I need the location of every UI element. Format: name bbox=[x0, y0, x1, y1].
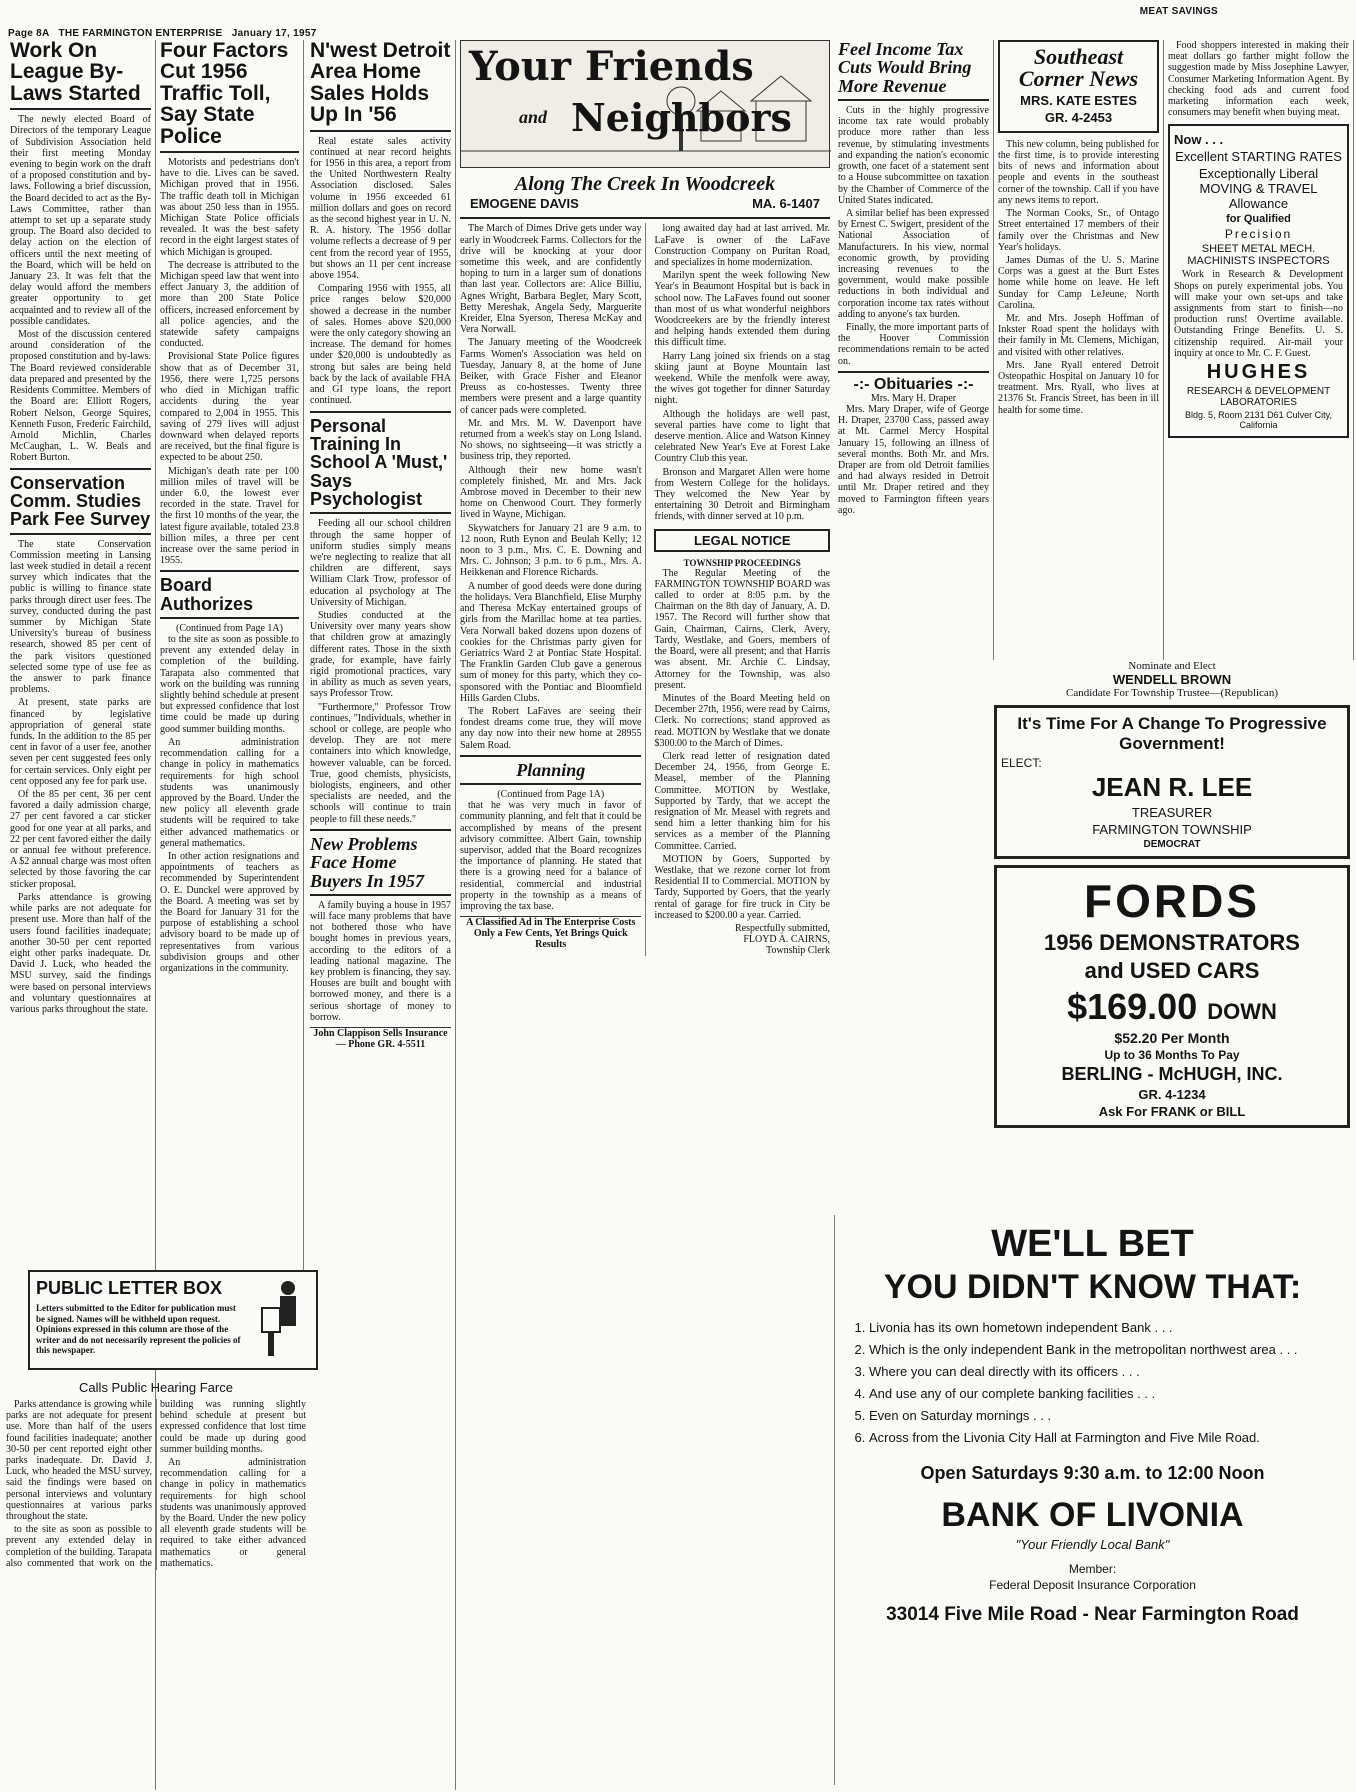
bank-hours: Open Saturdays 9:30 a.m. to 12:00 Noon bbox=[920, 1463, 1265, 1483]
article-text: In other action resignations and appointments of teachers as recommended by Superintendent O. E. Dunckel were approved by the Board. A meeting was set by the Board for January 31 for the purpose of establishing a school advisory board to be made up of representatives from various subdivision groups and other organizations in the community. bbox=[160, 850, 299, 974]
divider bbox=[838, 99, 989, 101]
article-text: Mrs. Jane Ryall entered Detroit Osteopathic Hospital on January 10 for treatment. Mrs. Ryall, who lives at 21376 St. Francis Street, has been in ill health for some time. bbox=[998, 359, 1159, 416]
headline-obituaries: -:- Obituaries -:- bbox=[853, 375, 974, 393]
article-text: Of the 85 per cent, 36 per cent favored a daily admission charge, 27 per cent favored a car sticker good for one year at all parks, and 22 per cent favored either the daily or annual fee without preference. A $2 annual charge was most often selected by those favoring the car sticker proposal. bbox=[10, 789, 151, 890]
divider bbox=[310, 829, 451, 831]
article-text: The newly elected Board of Directors of the temporary League of Subdivision Association held their first meeting Monday evening to begin work on the draft of a proposed constitution and by-laws. Following a brief discussion, the Board decided to act as the By-Laws Committee, rather than attempt to set up a separate study group. The Board also decided to delay action on the election of officers until the next meeting of the Board, which will be held on January 23. It was felt that the delay would afford the members greater opportunity to get acquainted and to review all of the possible candidates. bbox=[10, 114, 151, 327]
continued-note: (Continued from Page 1A) bbox=[497, 789, 605, 801]
fords-price: $169.00 bbox=[1067, 986, 1198, 1027]
article-text: long awaited day had at last arrived. Mr. LaFave is owner of the LaFave Construction Company on Puritan Road, and specializes in home modernization. bbox=[654, 223, 830, 268]
bank-list bbox=[845, 1317, 1340, 1449]
article-text: James Dumas of the U. S. Marine Corps was a guest at the Burt Estes home while home on leave. He left Sunday for Camp LeJeune, North Carolina. bbox=[998, 254, 1159, 311]
divider bbox=[310, 894, 451, 896]
bank-list-item: 5. Even on Saturday mornings . . . bbox=[869, 1405, 1340, 1427]
divider bbox=[160, 617, 299, 619]
article-text: to the site as soon as possible to prevent any extended delay in completion of the building. Tarapata also commented that work on the building was running slightly behind schedule at present but expressed confidence that lost time could be made up during good summer building months. bbox=[160, 634, 299, 735]
headline-board-authorizes: Board Authorizes bbox=[160, 575, 254, 614]
headline-planning: Planning bbox=[516, 759, 586, 780]
phone: MA. 6-1407 bbox=[752, 196, 820, 212]
hughes-address: Bldg. 5, Room 2131 D61 Culver City, California bbox=[1185, 410, 1332, 431]
friends-neighbors-masthead bbox=[460, 40, 830, 168]
article-text: Feeding all our school children through the same hopper of uniform studies simply means we're neglecting to realize that all children are different, says William Clark Trow, professor of education al psychology at The University of Michigan. bbox=[310, 518, 451, 608]
bank-headline-2: YOU DIDN'T KNOW THAT: bbox=[883, 1268, 1302, 1306]
divider bbox=[460, 755, 641, 757]
bank-list-item: 1. Livonia has its own hometown independent Bank . . . bbox=[869, 1317, 1340, 1339]
dealer-phone: GR. 4-1234 bbox=[1138, 1087, 1206, 1102]
article-text: The Norman Cooks, Sr., of Ontago Street entertained 17 members of their family over the Christmas and New Year's holidays. bbox=[998, 208, 1159, 253]
ad-line: FARMINGTON TOWNSHIP bbox=[1092, 822, 1252, 837]
ad-line: 1956 DEMONSTRATORS bbox=[1044, 930, 1300, 955]
nominate-name: WENDELL BROWN bbox=[1112, 672, 1232, 687]
ad-text: Work in Research & Development Shops on purely experimental jobs. You will make your own set-ups and take assignments from start to finish—no production runs! Overtime available. Outstanding Fringe Benefits. U. S. citizenship required. Air-mail your inquiry at once to Mr. C. F. Guest. bbox=[1174, 269, 1343, 359]
article-text: Parks attendance is growing while parks are not adequate for present use. More than half of the users found facilities inadequate; another 30-50 per cent reported eight other parks inadequate. Dr. David J. Luck, who headed the MSU survey, said the findings were based on personal interviews and voluntary questionnaires at various parks throughout the state. bbox=[6, 1399, 152, 1523]
ad-line: Exceptionally Liberal MOVING & TRAVEL Allowance bbox=[1198, 166, 1319, 212]
article-text: An administration recommendation calling for a change in policy in mathematics requirements for high school students was unanimously approved by the Board. Under the new policy all eleventh grade students will be required to take either advanced mathematics or general mathematics. bbox=[160, 1457, 306, 1569]
article-text: At present, state parks are financed by legislative appropriation of general state funds. In the addition to the 85 per cent in favor of a user fee, another seven per cent suggested fees only for certain services. Only eight per cent opposed any fee for park use. bbox=[10, 697, 151, 787]
phone: GR. 4-2453 bbox=[1044, 109, 1113, 125]
fords-title: FORDS bbox=[1084, 875, 1260, 927]
article-text: A family buying a house in 1957 will face many problems that have not bothered those who have bought homes in previous years, according to the editors of a leading national magazine. The key problem is financing, they say. Houses are built and bought with borrowed money, and there is a serious shortage of money to borrow. bbox=[310, 899, 451, 1023]
legal-text: Clerk read letter of resignation dated December 24, 1956, from George E. Measel, member of the Planning Committee. MOTION by Westlake, Supported by Tardy, that we accept the resignation of Mr. Measel with regrets and send him a letter thanking him for his services as a member of the Planning Committee. Carried. bbox=[654, 750, 830, 852]
divider bbox=[10, 533, 151, 535]
obit-name: Mrs. Mary H. Draper bbox=[870, 393, 957, 405]
obit-text: Mrs. Mary Draper, wife of George H. Draper, 23700 Cass, passed away at Mt. Carmel Mercy Hospital January 15, following an illness of several months. Both Mr. and Mrs. Draper are from old Detroit families and had always resided in Detroit until Mr. Draper retired and they moved to Farmington fifteen years ago. bbox=[838, 404, 989, 516]
dealer-name: BERLING - McHUGH, INC. bbox=[1061, 1064, 1283, 1084]
byline: MRS. KATE ESTES bbox=[1020, 92, 1137, 108]
bank-member: Member: bbox=[1068, 1562, 1117, 1576]
divider bbox=[838, 371, 989, 373]
headline-woodcreek: Along The Creek In Woodcreek bbox=[514, 173, 776, 195]
article-text: Cuts in the highly progressive income tax rate would probably produce more rather than less revenue, by stimulating investments and expanding the nation's economic growth, one facet of a statement sent to a House subcommittee on taxation by the Chamber of Commerce of the United States indicated. bbox=[838, 105, 989, 206]
letter-box-title: PUBLIC LETTER BOX bbox=[36, 1278, 223, 1298]
ad-line: TREASURER bbox=[1131, 805, 1213, 820]
divider bbox=[10, 108, 151, 110]
ad-line: ELECT: bbox=[1001, 756, 1042, 770]
issue-date: January 17, 1957 bbox=[231, 28, 317, 39]
article-text: Harry Lang joined six friends on a stag skiing jaunt at Boyne Mountain last weekend. While the menfolk were away, the wives got together for dinner Saturday night. bbox=[654, 350, 830, 407]
masthead-title-2: Neighbors bbox=[571, 95, 792, 140]
bank-name: BANK OF LIVONIA bbox=[941, 1496, 1244, 1534]
ad-line: It's Time For A Change To Progressive Government! bbox=[1017, 714, 1327, 753]
nominate-block bbox=[994, 660, 1350, 699]
ad-line: Excellent STARTING RATES bbox=[1175, 149, 1342, 165]
hughes-sub: RESEARCH & DEVELOPMENT LABORATORIES bbox=[1186, 386, 1331, 409]
legal-text: Minutes of the Board Meeting held on December 27th, 1956, were read by Cairns, Clerk. No corrections; stand approved as read. MOTION by Westlake that we donate $300.00 to the March of Dimes. bbox=[654, 692, 830, 749]
article-text: Parks attendance is growing while parks are not adequate for present use. More than half of the users found facilities inadequate; another 30-50 per cent reported eight other parks inadequate. Dr. David J. Luck, who headed the MSU survey, said the findings were based on personal interviews and voluntary questionnaires at various parks throughout the state. bbox=[10, 891, 151, 1015]
page-number: Page 8A bbox=[8, 28, 50, 39]
woodcreek-right bbox=[654, 223, 830, 956]
nominate-title: Candidate For Township Trustee—(Republican) bbox=[1066, 687, 1278, 699]
ad-line: Up to 36 Months To Pay bbox=[1104, 1048, 1240, 1062]
signature-name: FLOYD A. CAIRNS, bbox=[743, 933, 830, 945]
column-2 bbox=[156, 40, 304, 1270]
southeast-corner-box bbox=[998, 40, 1159, 133]
nominate-line: Nominate and Elect bbox=[1128, 660, 1216, 672]
article-text: that he was very much in favor of community planning, and felt that it could be accomplished by means of the present advisory committee. Albert Gain, township supervisor, added that the Board recognizes the importance of planning. He stated that there is a growing need for a balance of residential, commercial and industrial property in the township as a means of improving the tax base. bbox=[460, 800, 642, 912]
divider bbox=[160, 151, 299, 153]
article-text: Skywatchers for January 21 are 9 a.m. to 12 noon, Ruth Eynon and Beulah Kelly; 12 noon to 3 p.m., Mrs. C. E. Downing and Mrs. C. Johnson; 3 p.m. to 6 p.m., Mrs. A. Heikkenan and Florence Richards. bbox=[460, 522, 642, 579]
article-text: The state Conservation Commission meeting in Lansing last week studied in detail a recent survey which indicates that the public is willing to finance state parks through direct user fees. The survey, conducted during the past summer by Michigan State University's bureau of business research, showed 85 per cent of the park visitors questioned selected some type of use fee as the answer to park finance problems. bbox=[10, 538, 151, 696]
ad-line: and USED CARS bbox=[1084, 958, 1260, 983]
divider bbox=[310, 130, 451, 132]
jean-lee-ad[interactable] bbox=[994, 705, 1350, 859]
article-text: This new column, being published for the first time, is to provide interesting bits of news and information about people and events in the southeast corner of the township. Call if you have any news items to report. bbox=[998, 138, 1159, 206]
bank-list-item: 2. Which is the only independent Bank in the metropolitan northwest area . . . bbox=[869, 1339, 1340, 1361]
headline-new-problems: New Problems Face Home Buyers In 1957 bbox=[310, 833, 425, 891]
legal-text: MOTION by Goers, Supported by Westlake, that we rezone corner lot from Residential II to Commercial. MOTION by Tardy, Supported by Goers, that the yearly rental of garage for fire truck in City be increased to $200.00 a year. Carried. bbox=[654, 853, 830, 921]
signature-block bbox=[654, 923, 830, 956]
article-text: Motorists and pedestrians don't have to die. Lives can be saved. Michigan proved that in 1956. The traffic death toll in Michigan was about 250 less than in 1955. Michigan State Police officials revealed. It was the best safety record in the eight largest states of which Michigan is grouped. bbox=[160, 157, 299, 258]
ad-line: Precision bbox=[1224, 227, 1293, 242]
article-text: Marilyn spent the week following New Year's in Beaumont Hospital but is back in school now. The LaFaves found out sooner than most of us what wonderful neighbors Woodcreekers are by the friendly interest and helping hands extended them during this difficult time. bbox=[654, 270, 830, 349]
signature-title: Township Clerk bbox=[765, 944, 830, 956]
bank-list-item: 6. Across from the Livonia City Hall at Farmington and Five Mile Road. bbox=[869, 1427, 1340, 1449]
insurance-footer: John Clappison Sells Insurance — Phone GR. 4-5511 bbox=[310, 1027, 451, 1050]
legal-text: The Regular Meeting of the FARMINGTON TOWNSHIP BOARD was called to order at 8:05 p.m. by the Chairman on the 8th day of January, A. D. 1957. The Record will further show that Gain, Chairman, Cairns, Clerk, Avery, Tardy, Westlake, and Goers, members of the Board, were all present; and that Harris was absent. Mr. Archie C. Lindsay, Attorney for the Township, was also present. bbox=[654, 567, 830, 691]
bank-slogan: "Your Friendly Local Bank" bbox=[1015, 1537, 1170, 1552]
ad-line: for Qualified bbox=[1226, 213, 1291, 226]
letter-headline: Calls Public Hearing Farce bbox=[79, 1380, 233, 1395]
ad-line: Ask For FRANK or BILL bbox=[1098, 1104, 1246, 1119]
article-text: The decrease is attributed to the Michigan speed law that went into effect January 3, the addition of more than 200 State Police officers, increased enforcement by all police agencies, and the statewide safety campaigns conducted. bbox=[160, 259, 299, 350]
divider bbox=[460, 783, 641, 785]
bank-headline-1: WE'LL BET bbox=[991, 1223, 1194, 1265]
headline-league-bylaws: Work On League By-Laws Started bbox=[10, 40, 141, 105]
fords-down: DOWN bbox=[1207, 999, 1277, 1024]
article-text: A similar belief has been expressed by Ernest C. Swigert, president of the National Association of Manufacturers. In his view, normal economic growth, by providing increasing revenues to the government, would make possible reductions in both individual and corporation income tax rates without adding to anyone's tax burden. bbox=[838, 207, 989, 320]
article-text: Although their new home wasn't completely finished, Mr. and Mrs. Jack Ambrose moved in December to their new home on Chenwood Court. They formerly lived in Wayne, Michigan. bbox=[460, 464, 642, 521]
bank-list-item: 3. Where you can deal directly with its officers . . . bbox=[869, 1361, 1340, 1383]
article-text: "Furthermore," Professor Trow continues, "Individuals, whether in school or college, are people who develop. They are not mere containers into which knowledge, however valuable, can be forced. True, good chemists, physicists, biologists, engineers, and other specialists are needed, and the schools will continue to train people to fill these needs." bbox=[310, 701, 451, 825]
byline-row bbox=[460, 194, 830, 213]
paper-name: THE FARMINGTON ENTERPRISE bbox=[58, 28, 223, 39]
woodcreek-columns bbox=[460, 223, 830, 956]
headline-personal-training: Personal Training In School A 'Must,' Says Psychologist bbox=[310, 415, 448, 509]
ad-line: $52.20 Per Month bbox=[1114, 1030, 1230, 1046]
section-label: MEAT SAVINGS bbox=[1139, 6, 1218, 17]
article-text: Michigan's death rate per 100 million miles of travel will be under 6.0, the lowest ever recorded in the state. Travel for the first 10 months of the year, the latest figure available, totaled 23.8 billion miles, a three per cent increase over the same period in 1955. bbox=[160, 465, 299, 567]
article-text: A number of good deeds were done during the holidays. Vera Blanchfield, Elise Murphy and Theresa McKay entertained groups of girls from the Marillac home at tea parties. Vera Norwall baked dozens upon dozens of cookies for the Christmas party given for Geriatrics Ward 2 at Pontiac State Hospital. The Franklin Garden Club gave a generous sum of money for this party, which they co-sponsored with the Pontiac and Bloomfield Hills Garden Clubs. bbox=[460, 580, 642, 704]
column-4 bbox=[456, 40, 834, 1790]
headline-home-sales: N'west Detroit Area Home Sales Holds Up In '56 bbox=[310, 40, 451, 127]
legal-notice-title: LEGAL NOTICE bbox=[693, 532, 791, 548]
column-6 bbox=[834, 40, 994, 660]
hughes-ad[interactable] bbox=[1168, 124, 1349, 438]
article-text: An administration recommendation calling for a change in policy in mathematics requirements for high school students was unanimously approved by the Board. Under the new policy all eleventh grade students will be required to take either advanced mathematics or general mathematics. bbox=[160, 736, 299, 849]
article-text: Although the holidays are well past, several parties have come to light that deserve mention. Alice and Watson Kinney celebrated New Year's Eve at Forest Lake Country Club this year. bbox=[654, 408, 830, 465]
article-text: Comparing 1956 with 1955, all price ranges below $20,000 showed a decrease in the number of sales. Homes above $20,000 were the only category showing an increase. The demand for homes under $20,000 is undoubtedly as strong but sales are being held back by the lack of available FHA and GI type loans, the report continued. bbox=[310, 283, 451, 407]
legal-subtitle: TOWNSHIP PROCEEDINGS bbox=[683, 557, 801, 568]
legal-notice-box bbox=[654, 529, 830, 552]
letter-section bbox=[6, 1380, 306, 1780]
divider bbox=[10, 468, 151, 470]
ad-now: Now . . . bbox=[1174, 132, 1224, 148]
article-text: Studies conducted at the University over many years show that children grow at amazingly different rates. Those in the sixth grade, for example, have fairly rigid promotional practices, vary in ability as much as seven years, says Professor Trow. bbox=[310, 609, 451, 700]
headline-income-tax: Feel Income Tax Cuts Would Bring More Revenue bbox=[838, 40, 972, 96]
masthead-and: and bbox=[519, 107, 548, 127]
bank-fdic: Federal Deposit Insurance Corporation bbox=[989, 1578, 1196, 1592]
letter-box-text: Letters submitted to the Editor for publication must be signed. Names will be withheld upon request. Opinions expressed in this column are those of the writer and do not necessarily represent the policies of this newspaper. bbox=[36, 1303, 241, 1355]
mailbox-icon bbox=[258, 1278, 308, 1358]
woodcreek-left bbox=[460, 223, 646, 956]
candidate-name: JEAN R. LEE bbox=[1091, 772, 1253, 802]
fords-ad[interactable] bbox=[994, 865, 1350, 1128]
ad-line: SHEET METAL MECH. MACHINISTS INSPECTORS bbox=[1187, 243, 1330, 268]
continued-note: (Continued from Page 1A) bbox=[176, 623, 283, 635]
article-text: Finally, the more important parts of the Hoover Commission recommendations remain to be acted on. bbox=[838, 321, 989, 367]
public-letter-box bbox=[28, 1270, 318, 1370]
bank-of-livonia-ad[interactable] bbox=[834, 1215, 1350, 1785]
article-text: Food shoppers interested in making their meat dollars go farther might follow the suggestion made by Miss Josephine Lawyer, Consumer Marketing Information Agent. By checking food ads and current food marketing information each week, consumers may benefit when buying meat. bbox=[1168, 40, 1349, 119]
bank-address: 33014 Five Mile Road - Near Farmington Road bbox=[886, 1604, 1299, 1625]
article-text: The Robert LaFaves are seeing their fondest dreams come true, they will move any day now into their new home at 28955 Salem Road. bbox=[460, 705, 642, 751]
divider bbox=[460, 217, 830, 219]
divider bbox=[310, 512, 451, 514]
article-text: Provisional State Police figures show that as of December 31, 1956, there were 1,725 persons who died in Michigan traffic accidents during the year compared to 2,004 in 1955. This saving of 279 lives will adjust downward when delayed reports are received, but the final figure is expected to be about 250. bbox=[160, 351, 299, 464]
masthead-title-1: Your Friends bbox=[469, 43, 754, 90]
article-text: Real estate sales activity continued at near record heights for 1956 in this area, a report from the United Northwestern Realty Association disclosed. Sales volume in 1956 exceeded 61 million dollars and goes on record as the second highest year in U. N. R. A. history. The 1956 dollar volume reflects a decrease of 9 per cent from the record year of 1955, but shows an 11 per cent increase above 1954. bbox=[310, 135, 451, 282]
column-3 bbox=[306, 40, 456, 1790]
page-folio bbox=[8, 28, 317, 39]
article-text: Mr. and Mrs. Joseph Hoffman of Inkster Road spent the holidays with their family in Mt. Clemens, Michigan, and visited with other relatives. bbox=[998, 312, 1159, 358]
divider bbox=[310, 411, 451, 413]
signature-line: Respectfully submitted, bbox=[735, 922, 830, 934]
ad-line: DEMOCRAT bbox=[1143, 839, 1201, 850]
page-header bbox=[8, 6, 1348, 40]
article-text: Most of the discussion centered around consideration of the proposed constitution and by-laws. The Board reviewed considerable data prepared and presented by the Residents Committee. Members of the Board are: Elliott Rogers, Robert Nelson, George Squires, Kenneth Fuson, Frederic Fairchild, Arnold Michlin, Charles McCaughan, L. W. Beals and Robert Burton. bbox=[10, 329, 151, 464]
price-row bbox=[1001, 986, 1343, 1028]
headline-traffic-toll: Four Factors Cut 1956 Traffic Toll, Say State Police bbox=[160, 40, 289, 148]
article-text: The March of Dimes Drive gets under way early in Woodcreek Farms. Collectors for the drive will be knocking at your door sometime this week, and are confidently hoping to turn in a larger sum of donations than last year. Collectors are: Alice Billiu, Agnes Wright, Barbara Begler, Mary Scott, Betty Mereshak, Angela Sedy, Marguerite Kreider, Elna Syerson, Theresa McKay and Vera Norwall. bbox=[460, 223, 642, 336]
column-7 bbox=[994, 40, 1164, 660]
divider bbox=[160, 570, 299, 572]
headline-southeast-corner: Southeast Corner News bbox=[1018, 44, 1139, 92]
article-text: Mr. and Mrs. M. W. Davenport have returned from a week's stay on Long Island. No shows, no sightseeing—it was strictly a business trip, they reported. bbox=[460, 417, 642, 463]
bank-list-item: 4. And use any of our complete banking facilities . . . bbox=[869, 1383, 1340, 1405]
headline-park-fee: Conservation Comm. Studies Park Fee Survey bbox=[10, 472, 151, 530]
classified-footer: A Classified Ad in The Enterprise Costs Only a Few Cents, Yet Brings Quick Results bbox=[460, 916, 641, 950]
hughes-logo: HUGHES bbox=[1206, 361, 1311, 384]
article-text: Bronson and Margaret Allen were home from Western College for the holidays. They welcomed the New Year by entertaining 30 Detroit and Birmingham friends, with dinner served at 10 p.m. bbox=[654, 466, 830, 523]
article-text: The January meeting of the Woodcreek Farms Women's Association was held on Tuesday, January 8, at the home of June Beiker, with Grace Fisher and Eleanor Preuss as co-hostesses. Twenty three members were present and a large quantity of cancer pads were completed. bbox=[460, 337, 642, 416]
column-8 bbox=[1164, 40, 1354, 660]
article-text: to the site as soon as possible to prevent any extended delay in completion of the building. Tarapata also commented that work on the building was running slightly behind schedule at present but expressed confidence that lost time could be made up during good summer building months. bbox=[6, 1399, 306, 1569]
byline: EMOGENE DAVIS bbox=[470, 196, 579, 212]
